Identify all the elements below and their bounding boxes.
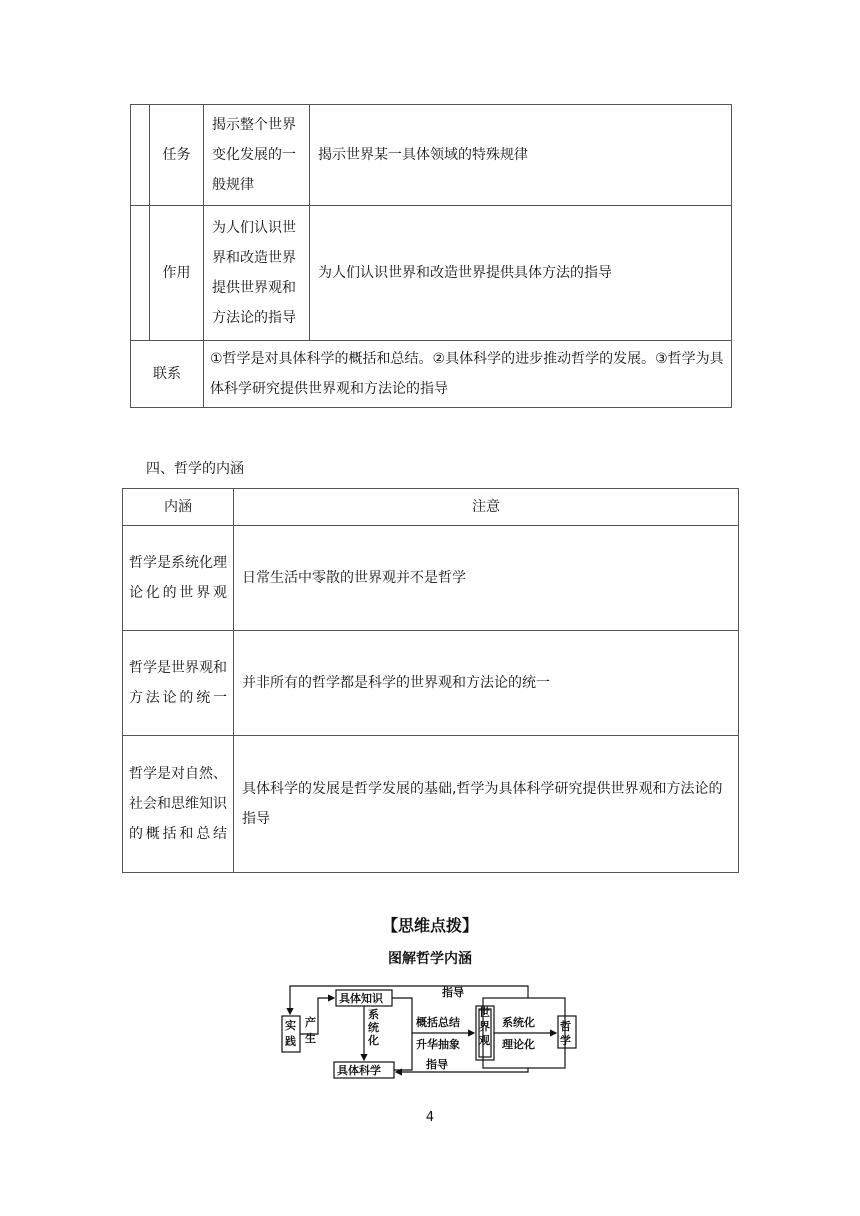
- systematic-label: 系统化: [502, 1016, 535, 1029]
- think-title: 【思维点拨】: [381, 916, 478, 935]
- meaning-cell: 哲学是系统化理论化的世界观: [123, 526, 234, 631]
- page-number: 4: [425, 1110, 435, 1125]
- row-label-task: 任务: [150, 105, 204, 206]
- knowledge-label: 具体知识: [339, 992, 383, 1005]
- header-note: 注意: [234, 489, 739, 526]
- science-function: 为人们认识世界和改造世界提供具体方法的指导: [310, 206, 732, 341]
- science-label: 具体科学: [337, 1064, 381, 1077]
- row-label-function: 作用: [150, 206, 204, 341]
- table-row: [123, 631, 739, 736]
- philosophy-task: 揭示整个世界变化发展的一般规律: [204, 105, 310, 206]
- table-row: [131, 206, 732, 341]
- relation-text: ①哲学是对具体科学的概括和总结。②具体科学的进步推动哲学的发展。③哲学为具体科学研究提供世界观和方法论的指导: [204, 341, 732, 408]
- philosophy-diagram: [276, 976, 592, 1082]
- blank-cell: [131, 105, 150, 206]
- header-meaning: 内涵: [123, 489, 234, 526]
- science-task: 揭示世界某一具体领域的特殊规律: [310, 105, 732, 206]
- table-row: [123, 526, 739, 631]
- guide-bottom-label: 指导: [426, 1058, 448, 1071]
- table-row: [131, 105, 732, 206]
- philosophy-function: 为人们认识世界和改造世界提供世界观和方法论的指导: [204, 206, 310, 341]
- note-cell: 日常生活中零散的世界观并不是哲学: [234, 526, 739, 631]
- worldview-label: 世界观: [479, 1006, 490, 1047]
- systematize-label: 系统化: [368, 1008, 379, 1047]
- philosophy-vs-science-table: [130, 104, 732, 408]
- guide-top-label: 指导: [442, 986, 464, 999]
- meaning-cell: 哲学是对自然、社会和思维知识的概括和总结: [123, 736, 234, 873]
- note-cell: 并非所有的哲学都是科学的世界观和方法论的统一: [234, 631, 739, 736]
- section-heading: 四、哲学的内涵: [146, 461, 244, 477]
- summarize-label: 概括总结: [416, 1016, 460, 1029]
- philosophy-label: 哲学: [560, 1020, 571, 1047]
- table-row: [123, 736, 739, 873]
- practice-label: 实践: [285, 1019, 296, 1048]
- blank-cell: [131, 206, 150, 341]
- table-row: [131, 341, 732, 408]
- meaning-cell: 哲学是世界观和方法论的统一: [123, 631, 234, 736]
- diagram-title: 图解哲学内涵: [388, 951, 472, 967]
- row-label-relation: 联系: [131, 341, 204, 408]
- philosophy-meaning-table: [122, 488, 739, 873]
- table-header-row: [123, 489, 739, 526]
- guide-arrow-top: [290, 986, 528, 1014]
- produce-label: 产生: [305, 1016, 316, 1045]
- theoretical-label: 理论化: [502, 1038, 535, 1051]
- note-cell: 具体科学的发展是哲学发展的基础,哲学为具体科学研究提供世界观和方法论的指导: [234, 736, 739, 873]
- abstract-label: 升华抽象: [416, 1038, 460, 1051]
